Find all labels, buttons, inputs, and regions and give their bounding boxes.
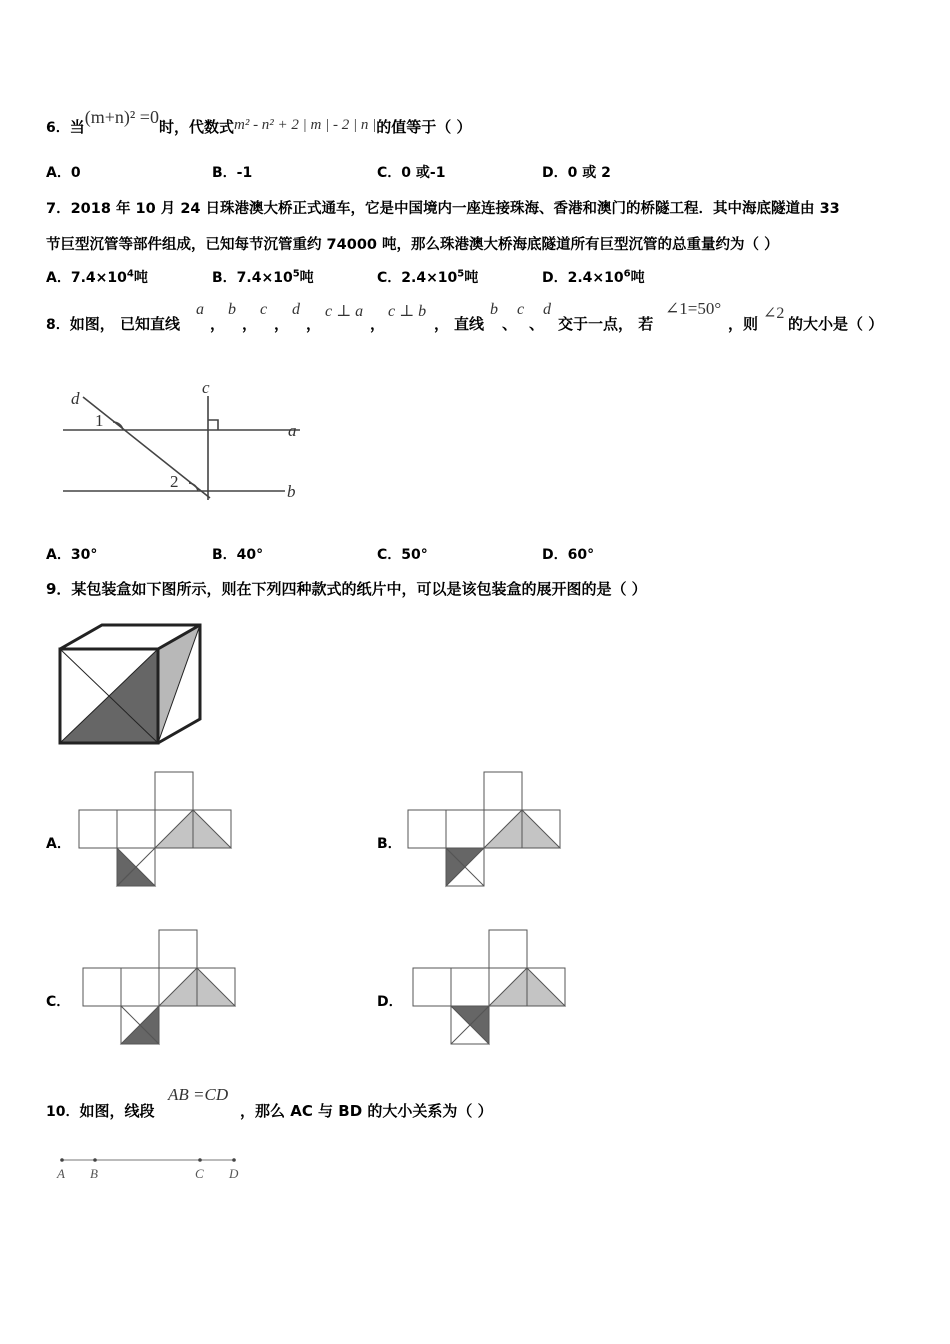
q10-label-b: B bbox=[90, 1166, 98, 1181]
q10-stem bbox=[46, 1100, 155, 1121]
q8-a: a bbox=[196, 301, 204, 318]
q9-net-b[interactable] bbox=[405, 770, 565, 890]
q6-post: 的值等于（ ） bbox=[376, 118, 472, 136]
q8-fig-label-d: d bbox=[71, 389, 80, 408]
q10-post: ，那么 AC 与 BD 的大小关系为（ ） bbox=[240, 1102, 493, 1120]
q9-option-c[interactable]: C． bbox=[46, 994, 71, 1010]
q8-perp-b: c ⊥ b bbox=[388, 303, 427, 320]
q10-point-c bbox=[198, 1158, 202, 1162]
q8-angle2-arc bbox=[189, 483, 198, 491]
q6-option-c[interactable]: C．0 或-1 bbox=[377, 165, 446, 181]
q10-label-a: A bbox=[57, 1166, 65, 1181]
q8-t3: 交于一点， 若 bbox=[558, 315, 654, 333]
q10-point-b bbox=[93, 1158, 97, 1162]
q6-number: 6． bbox=[46, 120, 70, 136]
q8-line-b: b bbox=[490, 301, 498, 318]
q9-net-a[interactable] bbox=[76, 770, 236, 890]
q7-option-d-label: D．2.4×10 bbox=[542, 270, 624, 286]
q8-sep1: 、 bbox=[502, 315, 518, 333]
q7-option-a[interactable] bbox=[46, 267, 148, 287]
q7-option-c-unit: 吨 bbox=[464, 270, 479, 286]
q7-option-a-label: A．7.4×10 bbox=[46, 270, 127, 286]
q8-sep2: 、 bbox=[529, 315, 545, 333]
q8-angle1: ∠1=50° bbox=[665, 299, 722, 318]
q8-perp-a: c ⊥ a bbox=[325, 303, 364, 320]
q6-option-d[interactable]: D．0 或 2 bbox=[542, 165, 611, 181]
q10-formula: AB =CD bbox=[168, 1085, 229, 1104]
q6-formula: (m+n)² =0 bbox=[84, 107, 159, 127]
q8-t2: 直线 bbox=[454, 315, 485, 333]
q7-option-d[interactable] bbox=[542, 267, 645, 287]
q8-fig-label-1: 1 bbox=[95, 411, 104, 430]
q8-fig-label-c: c bbox=[202, 380, 210, 397]
q10-point-d bbox=[232, 1158, 236, 1162]
q6-pre: 当 bbox=[69, 118, 85, 136]
q8-comma4: ， bbox=[306, 315, 322, 333]
q8-option-c[interactable]: C．50° bbox=[377, 547, 428, 563]
q8-b: b bbox=[228, 301, 236, 318]
q8-comma2: ， bbox=[242, 315, 258, 333]
q7-line1: 7．2018 年 10 月 24 日珠港澳大桥正式通车，它是中国境内一座连接珠海、香港和澳门的桥隧工程．其中海底隧道由 33 bbox=[46, 201, 840, 217]
q8-comma6: ， bbox=[434, 315, 450, 333]
q7-option-c-label: C．2.4×10 bbox=[377, 270, 458, 286]
q6-option-a[interactable]: A．0 bbox=[46, 165, 81, 181]
q10-pre: 如图，线段 bbox=[79, 1102, 155, 1120]
q7-option-d-exp: 6 bbox=[623, 268, 631, 280]
q8-comma5: ， bbox=[370, 315, 386, 333]
q7-option-a-exp: 4 bbox=[126, 268, 134, 280]
q8-fig-label-a: a bbox=[288, 421, 297, 440]
q8-option-d[interactable]: D．60° bbox=[542, 547, 595, 563]
q6-option-b[interactable]: B．-1 bbox=[212, 165, 253, 181]
q9-stem: 9．某包装盒如下图所示，则在下列四种款式的纸片中，可以是该包装盒的展开图的是（ ） bbox=[46, 580, 647, 598]
q8-right-angle-mark bbox=[208, 420, 218, 430]
q6-stem bbox=[46, 107, 472, 137]
q9-net-d[interactable] bbox=[410, 928, 570, 1048]
q8-t4: ，则 bbox=[728, 315, 759, 333]
q7-option-d-unit: 吨 bbox=[630, 270, 645, 286]
q8-comma3: ， bbox=[274, 315, 290, 333]
q8-angle2: ∠2 bbox=[763, 305, 785, 322]
q6-mid: 时，代数式 bbox=[158, 118, 234, 136]
q9-option-d[interactable]: D． bbox=[377, 994, 403, 1010]
q8-line-c: c bbox=[517, 301, 525, 318]
q7-option-b-exp: 5 bbox=[292, 268, 300, 280]
q8-stem bbox=[46, 313, 180, 334]
q8-option-b[interactable]: B．40° bbox=[212, 547, 264, 563]
q8-t5: 的大小是（ ） bbox=[788, 315, 884, 333]
q10-number: 10． bbox=[46, 1104, 80, 1120]
q7-option-c-exp: 5 bbox=[457, 268, 465, 280]
q8-figure bbox=[55, 380, 315, 510]
q7-option-c[interactable] bbox=[377, 267, 478, 287]
q8-comma1: ， bbox=[210, 315, 226, 333]
q7-option-b-unit: 吨 bbox=[299, 270, 314, 286]
q8-fig-label-2: 2 bbox=[170, 472, 179, 491]
q10-point-a bbox=[60, 1158, 64, 1162]
q9-box-figure bbox=[55, 622, 205, 748]
q9-option-b[interactable]: B． bbox=[377, 836, 402, 852]
q8-option-a[interactable]: A．30° bbox=[46, 547, 98, 563]
q8-t1: 如图， 已知直线 bbox=[69, 315, 180, 333]
q7-line2: 节巨型沉管等部件组成，已知每节沉管重约 74000 吨，那么珠港澳大桥海底隧道所有巨型沉管的总重量约为（ ） bbox=[46, 237, 779, 253]
q9-option-a[interactable]: A． bbox=[46, 836, 71, 852]
q6-expression: m² - n² + 2 | m | - 2 | n | bbox=[233, 117, 377, 133]
q8-fig-label-b: b bbox=[287, 482, 296, 501]
q7-option-b-label: B．7.4×10 bbox=[212, 270, 293, 286]
q10-segment-figure bbox=[50, 1150, 250, 1186]
q9-net-c[interactable] bbox=[80, 928, 240, 1048]
q8-d: d bbox=[292, 301, 300, 318]
q8-c: c bbox=[260, 301, 268, 318]
q7-option-b[interactable] bbox=[212, 267, 314, 287]
q8-number: 8． bbox=[46, 317, 70, 333]
q10-label-d: D bbox=[229, 1166, 239, 1181]
q7-option-a-unit: 吨 bbox=[133, 270, 148, 286]
q8-line-d: d bbox=[543, 301, 551, 318]
q10-label-c: C bbox=[195, 1166, 204, 1181]
q8-angle1-arc bbox=[113, 422, 123, 430]
